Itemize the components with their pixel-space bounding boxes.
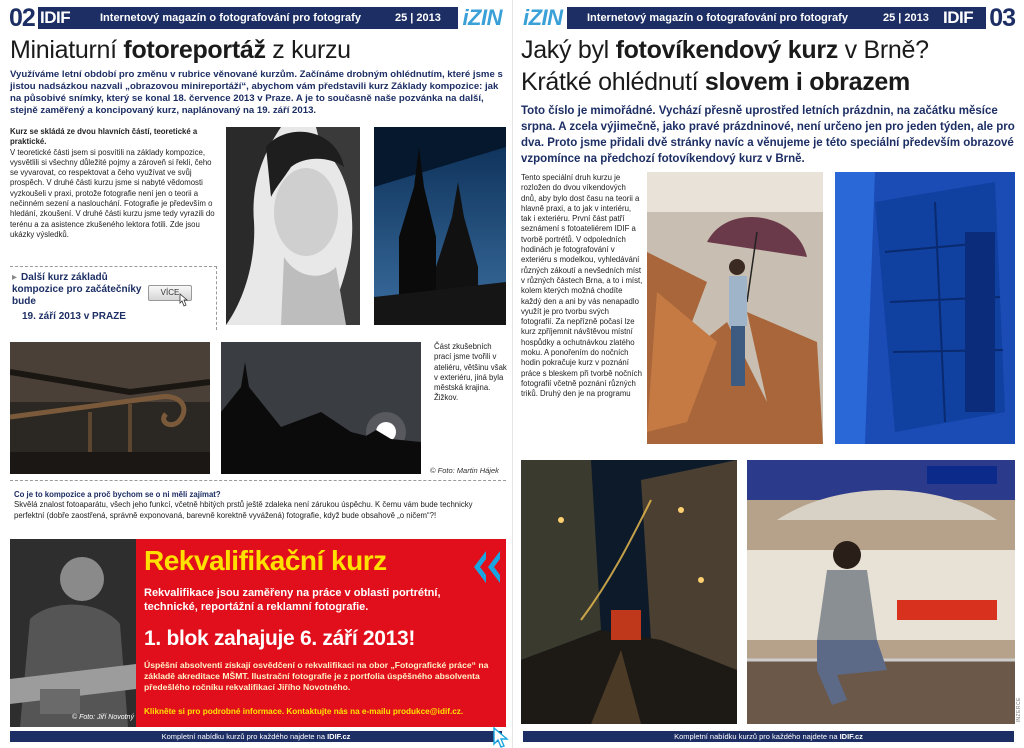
- more-button[interactable]: VÍCE: [148, 285, 192, 301]
- izin-logo[interactable]: iZIN: [462, 5, 502, 30]
- body-text-right: Tento speciální druh kurzu je rozložen do dvou víkendových dnů, aby bylo dost času na teorii a hlavně praxi, a to jak v interiéru, tak i exteriéru. První část patří seznámení s fotoateliérem IDIF a tvorbě portrétů. V odpoledních hodinách je fotografování v exteriéru s modelkou, vyhledávání různých zákoutí a nevšedních míst v různých částech Brna, a to i míst, kolem kterých možná chodíte každý den a ani by vás nenapadlo využít je pro tvorbu svých fotografií. Za nepřízně počasí lze kurz zpříjemnit návštěvou místní hospůdky a ochutnávkou zlatého moku. A ponořením do nočních hodin pokračuje kurz v poznání práce s bleskem při tvorbě nočních fotografií včetně poznání různých triků. Druhý den je na programu: [521, 173, 643, 399]
- ad-description: Úspěšní absolventi získají osvědčení o rekvalifikaci na obor „Fotografické práce“ na základě akreditace MŠMT. Ilustrační fotografie je z portfolia úspěšného absolventa předešlého ročníku rekvalifikací Jiřího Novotného.: [144, 660, 489, 692]
- ad-photo-credit: © Foto: Jiří Novotný: [72, 714, 134, 721]
- header-bar-right: [523, 4, 1015, 32]
- requalification-ad[interactable]: [10, 539, 506, 727]
- arrow-icon: ▸: [12, 272, 18, 283]
- shopping-mall-photo: [747, 460, 1015, 724]
- sun-spire-photo: [221, 342, 421, 474]
- brand-logo-right[interactable]: IDIF: [943, 8, 974, 27]
- right-page: [512, 0, 1024, 748]
- ad-subtitle: Rekvalifikace jsou zaměřeny na práce v oblasti portrétní, technické, reportážní a reklamní fotografie.: [144, 587, 441, 613]
- footer-bar-right[interactable]: Kompletní nabídku kurzů pro každého najdete na IDIF.cz: [523, 731, 1014, 742]
- lead-paragraph: Využíváme letní období pro změnu v rubrice věnované kurzům. Začínáme drobným ohlédnutím, které jsme s jistou nadsázkou nazvali „obrazovou minireportáží“, abychom vám představili kurz Základy kompozice: jak na působivé snímky, který se konal 18. července 2013 v Praze. A je to současně naše pozvánka na další, stejně zaměřený a koncipovaný kurz, naplánovaný na 19. září 2013.: [10, 69, 503, 116]
- blue-wall-photo: [835, 172, 1015, 444]
- church-spire-photo: [374, 127, 506, 325]
- ad-contact-link[interactable]: Klikněte si pro podrobné informace. Kontaktujte nás na e-mailu produkce@idif.cz.: [144, 707, 464, 716]
- cta-date: 19. září 2013 v PRAZE: [22, 311, 126, 322]
- portrait-photo: [226, 127, 360, 325]
- tagline: Internetový magazín o fotografování pro fotografy: [100, 12, 361, 24]
- cursor-arrow-icon: [492, 726, 512, 748]
- page-number-right: 03: [986, 5, 1018, 31]
- cta-next-course[interactable]: ▸ Další kurz základů kompozice pro začátečníky bude: [12, 272, 142, 307]
- page-number: 02: [6, 5, 38, 31]
- ad-photo: [10, 539, 136, 727]
- lead-paragraph-right: Toto číslo je mimořádné. Vychází přesně uprostřed letních prázdnin, na začátku měsíce srpna. A zcela výjimečně, jako pravé prázdninové, není určeno jen pro jeden týden, ale pro dva. Proto jsme přidali dvě stránky navíc a věnujeme je této speciální především obrazové vzpomínce na předchozí fotovíkendový kurz v Brně.: [521, 105, 1015, 165]
- page-title-line1: Jaký byl fotovíkendový kurz v Brně?: [521, 36, 929, 64]
- page-title: Miniaturní fotoreportáž z kurzu: [10, 36, 351, 64]
- header-bar: [9, 4, 502, 32]
- umbrella-model-photo: [647, 172, 823, 444]
- brand-logo[interactable]: IDIF: [40, 8, 71, 27]
- footer-bar[interactable]: Kompletní nabídku kurzů pro každého najdete na IDIF.cz: [10, 731, 502, 742]
- page-title-line2: Krátké ohlédnutí slovem i obrazem: [521, 68, 910, 96]
- issue-number-right: 25 | 2013: [883, 12, 929, 24]
- cursor-hand-icon: [178, 293, 190, 307]
- side-credit: INZERCE: [1016, 696, 1022, 722]
- body-text: Kurz se skládá ze dvou hlavních částí, teoretické a praktické. V teoretické části jsem si posvítili na základy kompozice, vysvětlili si všechny důležité pojmy a zároveň si řekli, čeho se vyvarovat, co respektovat a čeho využívat ve svůj prospěch. V druhé části kurzu jsme si nabyté vědomosti vyzkoušeli v praxi, protože fotografie není jen o teorii a nečinném sezení a naslouchání. Fotografie je především o hledání, zkoušení. V druhé části kurzu jsme tedy vyrazili do terénu a za asistence zkušeného lektora fotili. Zde jsou ukázky výsledků.: [10, 127, 215, 239]
- issue-number: 25 | 2013: [395, 12, 441, 24]
- ad-title: Rekvalifikační kurz: [144, 545, 387, 576]
- photo-credit: © Foto: Martin Hájek: [430, 466, 499, 475]
- ad-start-date: 1. blok zahajuje 6. září 2013!: [144, 627, 416, 650]
- double-chevron-left-icon: [472, 549, 502, 585]
- night-street-photo: [521, 460, 737, 724]
- tagline-right: Internetový magazín o fotografování pro fotografy: [587, 12, 848, 24]
- railing-photo: [10, 342, 210, 474]
- izin-logo-right[interactable]: iZIN: [523, 5, 563, 30]
- question-box: Co je to kompozice a proč bychom se o ni měli zajímat? Skvělá znalost fotoaparátu, všech jeho funkcí, včetně hbitých prstů ještě zdaleka není zárukou úspěchu. K čemu vám bude technicky perfektní (dobře zaostřená, správně exponovaná, barevně korektně vyvážená) fotografie, když bude obsahově „o ničem“?!: [14, 490, 473, 520]
- photo-caption: Část zkušebních prací jsme tvořili v ateliéru, většinu však v exteriéru, jiná byla městská krajina. Žižkov.: [434, 342, 507, 403]
